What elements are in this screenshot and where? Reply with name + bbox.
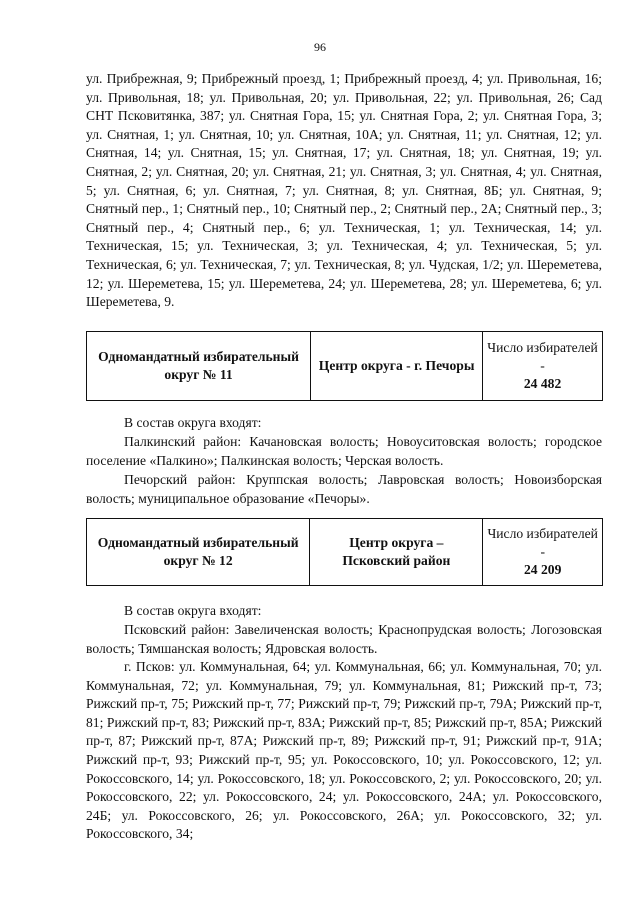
district-12-header-table [86, 518, 603, 586]
district-11-composition-heading: В состав округа входят: [124, 415, 262, 430]
district-12-pskov-city-paragraph: г. Псков: ул. Коммунальная, 64; ул. Коммунальная, 66; ул. Коммунальная, 70; ул. Коммунальная, 72; ул. Коммунальная, 79; ул. Коммунальная, 81; Рижский пр-т, 73; Рижский пр-т, 75; Рижский пр-т, 77; Рижский пр-т, 79; Рижский пр-т, 79А; Рижский пр-т, 81; Рижский пр-т, 83; Рижский пр-т, 83А; Рижский пр-т, 85; Рижский пр-т, 85А; Рижский пр-т, 87; Рижский пр-т, 87А; Рижский пр-т, 89; Рижский пр-т, 91; Рижский пр-т, 91А; Рижский пр-т, 93; Рижский пр-т, 95; ул. Рокоссовского, 10; ул. Рокоссовского, 12; ул. Рокоссовского, 14; ул. Рокоссовского, 18; ул. Рокоссовского, 2; ул. Рокоссовского, 20; ул. Рокоссовского, 22; ул. Рокоссовского, 24; ул. Рокоссовского, 24А; ул. Рокоссовского, 24Б; ул. Рокоссовского, 26; ул. Рокоссовского, 26А; ул. Рокоссовского, 32; ул. Рокоссовского, 34; [86, 659, 602, 842]
address-list-paragraph: ул. Прибрежная, 9; Прибрежный проезд, 1; Прибрежный проезд, 4; ул. Привольная, 16; ул. Привольная, 18; ул. Привольная, 20; ул. Привольная, 22; ул. Привольная, 26; Сад СНТ Псковитянка, 387; ул. Снятная Гора, 15; ул. Снятная Гора, 2; ул. Снятная Гора, 3; ул. Снятная, 1; ул. Снятная, 10; ул. Снятная, 10А; ул. Снятная, 11; ул. Снятная, 12; ул. Снятная, 14; ул. Снятная, 15; ул. Снятная, 17; ул. Снятная, 18; ул. Снятная, 19; ул. Снятная, 2; ул. Снятная, 20; ул. Снятная, 21; ул. Снятная, 3; ул. Снятная, 4; ул. Снятная, 5; ул. Снятная, 6; ул. Снятная, 7; ул. Снятная, 8; ул. Снятная, 8Б; ул. Снятная, 9; Снятный пер., 1; Снятный пер., 10; Снятный пер., 2; Снятный пер., 2А; Снятный пер., 3; Снятный пер., 4; Снятный пер., 6; ул. Техническая, 1; ул. Техническая, 14; ул. Техническая, 15; ул. Техническая, 3; ул. Техническая, 4; ул. Техническая, 5; ул. Техническая, 6; ул. Техническая, 7; ул. Техническая, 8; ул. Чудская, 1/2; ул. Шереметева, 12; ул. Шереметева, 15; ул. Шереметева, 24; ул. Шереметева, 28; ул. Шереметева, 6; ул. Шереметева, 9. [86, 71, 602, 310]
page-number: 96 [314, 40, 326, 54]
district-11-pechory-paragraph: Печорский район: Круппская волость; Лавровская волость; Новоизборская волость; муниципальное образование «Печоры». [86, 472, 602, 506]
district-12-composition-heading: В состав округа входят: [124, 603, 262, 618]
district-12-name: Одномандатный избирательный округ № 12 [87, 519, 310, 586]
district-11-center: Центр округа - г. Печоры [311, 332, 483, 401]
district-12-pskov-district-paragraph: Псковский район: Завеличенская волость; Краснопрудская волость; Логозовская волость; Тямшанская волость; Ядровская волость. [86, 622, 602, 656]
district-11-header-table [86, 331, 603, 401]
district-11-palkino-paragraph: Палкинский район: Качановская волость; Новоуситовская волость; городское поселение «Палкино»; Палкинская волость; Черская волость. [86, 434, 602, 468]
district-11-voters-label: Число избирателей - [487, 340, 598, 373]
district-11-voters [483, 332, 603, 401]
district-12-voters-count: 24 209 [524, 562, 562, 577]
district-12-voters [483, 519, 603, 586]
district-11-name: Одномандатный избирательный округ № 11 [87, 332, 311, 401]
district-12-center: Центр округа – Псковский район [310, 519, 483, 586]
district-12-voters-label: Число избирателей - [487, 526, 598, 559]
district-11-voters-count: 24 482 [523, 376, 562, 391]
